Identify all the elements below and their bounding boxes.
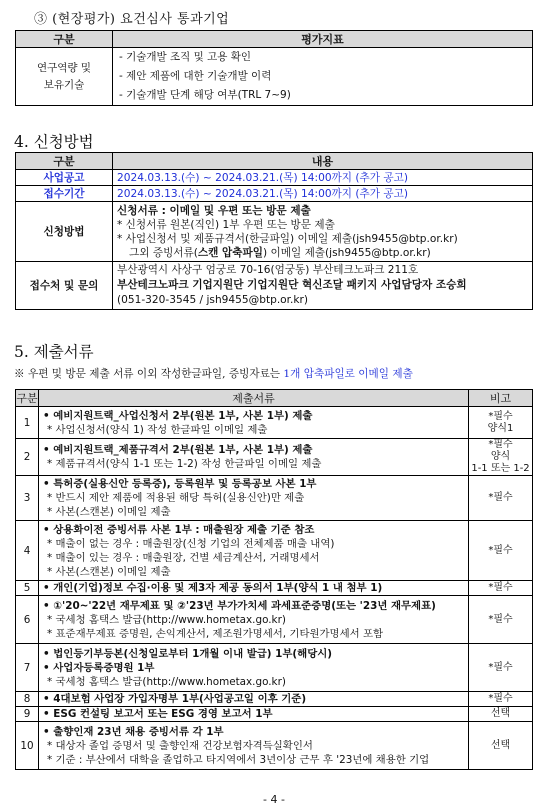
page-number: - 4 - xyxy=(263,793,285,806)
document-remark xyxy=(469,722,533,770)
criteria-items xyxy=(113,48,533,106)
criteria-header-category: 구분 xyxy=(16,31,113,48)
remark-line: 양식1 xyxy=(487,422,514,434)
document-number: 1 xyxy=(16,407,39,439)
docs-header-remark: 비고 xyxy=(469,390,533,407)
docs-header-documents: 제출서류 xyxy=(39,390,469,407)
method-label: 신청방법 xyxy=(16,202,113,262)
document-line: * 사업신청서(양식 1) 작성 한글파일 이메일 제출 xyxy=(47,423,268,436)
note-text: ※ 우편 및 방문 제출 서류 이외 작성한글파일, 증빙자료는 xyxy=(14,368,284,380)
contact-line: 부산테크노파크 기업지원단 기업지원단 혁신조달 패키지 사업담당자 조승희 xyxy=(117,279,467,291)
submission-note xyxy=(14,366,413,381)
document-line: * 반드시 제안 제품에 적용된 해당 특허(실용신안)만 제출 xyxy=(47,492,305,504)
criteria-header-indicator: 평가지표 xyxy=(113,31,533,48)
method-content xyxy=(113,202,533,262)
apply-header-category: 구분 xyxy=(16,153,113,170)
remark-line: *필수 xyxy=(488,693,513,704)
remark-line: 1-1 또는 1-2 xyxy=(471,463,530,474)
document-line: * 매출이 없는 경우 : 매출원장(신청 기업의 전체제품 매출 내역) xyxy=(47,537,335,550)
document-row xyxy=(16,439,533,476)
document-content xyxy=(39,476,469,521)
criteria-category xyxy=(16,48,113,106)
document-content xyxy=(39,596,469,644)
document-line: * 국세청 홈택스 발급(http://www.hometax.go.kr) xyxy=(47,675,286,688)
document-line: * 사본(스캔본) 이메일 제출 xyxy=(47,565,171,578)
document-number: 6 xyxy=(16,596,39,644)
document-remark xyxy=(469,476,533,521)
document-line: • 특허증(실용신안 등록증), 등록원부 및 등록공보 사본 1부 xyxy=(43,478,317,490)
contact-content xyxy=(113,262,533,310)
document-line: * 표준재무제표 증명원, 손익계산서, 제조원가명세서, 기타원가명세서 포함 xyxy=(47,627,384,640)
document-content xyxy=(39,722,469,770)
document-row xyxy=(16,521,533,581)
application-table xyxy=(15,152,533,310)
document-content xyxy=(39,692,469,707)
document-number: 2 xyxy=(16,439,39,476)
criteria-item: - 제안 제품에 대한 기술개발 이력 xyxy=(119,70,272,82)
method-line: * 사업신청서 및 제품규격서(한글파일) 이메일 제출(jsh9455@btp.or.kr) xyxy=(117,232,458,245)
remark-line: *필수 xyxy=(488,544,513,556)
document-line: • 4대보험 사업장 가입자명부 1부(사업공고일 이후 기준) xyxy=(43,693,307,705)
criteria-heading: ③ (현장평가) 요건심사 통과기업 xyxy=(34,12,230,27)
remark-line: *필수 xyxy=(488,613,513,625)
remark-line: 선택 xyxy=(490,739,511,751)
document-number: 4 xyxy=(16,521,39,581)
document-line: • 예비지원트랙_사업신청서 2부(원본 1부, 사본 1부) 제출 xyxy=(43,409,313,422)
document-remark xyxy=(469,521,533,581)
notice-label: 사업공고 xyxy=(16,170,113,186)
section-5-heading: 5. 제출서류 xyxy=(14,343,94,361)
contact-line: (051-320-3545 / jsh9455@btp.or.kr) xyxy=(117,294,309,306)
method-line: 신청서류 : 이메일 및 우편 또는 방문 제출 xyxy=(117,204,311,217)
remark-line: *필수 xyxy=(488,492,513,503)
document-row xyxy=(16,644,533,692)
document-remark xyxy=(469,644,533,692)
document-content xyxy=(39,521,469,581)
remark-line: *필수 xyxy=(488,439,513,450)
docs-header-no: 구분 xyxy=(16,390,39,407)
period-label: 접수기간 xyxy=(16,186,113,202)
document-content xyxy=(39,407,469,439)
document-number: 9 xyxy=(16,707,39,722)
document-row xyxy=(16,692,533,707)
document-line: • ①'20~'22년 재무제표 및 ②'23년 부가가치세 과세표준증명(또는 '23년 재무제표) xyxy=(43,599,436,612)
criteria-table xyxy=(15,30,533,106)
document-line: • 출향인재 23년 채용 증빙서류 각 1부 xyxy=(43,725,224,738)
scan-zip-text: 스캔 압축파일 xyxy=(197,246,263,259)
document-number: 7 xyxy=(16,644,39,692)
document-number: 10 xyxy=(16,722,39,770)
document-line: * 기준 : 부산에서 대학을 졸업하고 타지역에서 3년이상 근무 후 '23년에 채용한 기업 xyxy=(47,753,430,766)
document-line: • 상용화이전 증빙서류 사본 1부 : 매출원장 제출 기준 참조 xyxy=(43,523,315,536)
document-line: • 개인(기업)정보 수집·이용 및 제3자 제공 동의서 1부(양식 1 내 첨부 1) xyxy=(43,582,383,594)
document-number: 8 xyxy=(16,692,39,707)
document-remark xyxy=(469,581,533,596)
document-line: • ESG 컨설팅 보고서 또는 ESG 경영 보고서 1부 xyxy=(43,708,273,720)
document-remark xyxy=(469,707,533,722)
document-remark xyxy=(469,407,533,439)
document-row xyxy=(16,722,533,770)
notice-value: 2024.03.13.(수) ~ 2024.03.21.(목) 14:00까지 (추가 공고) xyxy=(113,170,533,186)
remark-line: *필수 xyxy=(488,661,513,673)
document-line: • 법인등기부등본(신청일로부터 1개월 이내 발급) 1부(해당시) xyxy=(43,647,333,660)
document-line: * 매출이 있는 경우 : 매출원장, 건별 세금계산서, 거래명세서 xyxy=(47,551,320,564)
note-highlight: 1개 압축파일로 이메일 제출 xyxy=(283,368,413,380)
document-content xyxy=(39,707,469,722)
document-row xyxy=(16,476,533,521)
document-number: 3 xyxy=(16,476,39,521)
document-content xyxy=(39,644,469,692)
category-line: 연구역량 및 xyxy=(36,61,92,74)
remark-line: *필수 xyxy=(488,582,513,593)
method-text: 그외 증빙서류( xyxy=(129,246,198,259)
remark-line: 선택 xyxy=(490,708,511,719)
document-remark xyxy=(469,596,533,644)
criteria-item: - 기술개발 단계 해당 여부(TRL 7~9) xyxy=(119,89,291,101)
method-line: * 신청서류 원본(직인) 1부 우편 또는 방문 제출 xyxy=(117,218,335,231)
document-line: * 국세청 홈택스 발급(http://www.hometax.go.kr) xyxy=(47,613,286,626)
documents-table xyxy=(15,389,533,770)
document-content xyxy=(39,439,469,476)
remark-line: *필수 xyxy=(488,410,513,422)
section-4-heading: 4. 신청방법 xyxy=(14,133,94,151)
remark-line: 양식 xyxy=(490,451,511,462)
method-line xyxy=(117,246,532,260)
apply-header-content: 내용 xyxy=(113,153,533,170)
document-remark xyxy=(469,439,533,476)
category-line: 보유기술 xyxy=(43,78,85,91)
criteria-item: - 기술개발 조직 및 고용 확인 xyxy=(119,51,252,63)
document-row xyxy=(16,707,533,722)
document-content xyxy=(39,581,469,596)
document-number: 5 xyxy=(16,581,39,596)
method-text: ) 이메일 제출(jsh9455@btp.or.kr) xyxy=(263,246,431,259)
contact-label: 접수처 및 문의 xyxy=(16,262,113,310)
document-line: • 예비지원트랙_제품규격서 2부(원본 1부, 사본 1부) 제출 xyxy=(43,444,313,456)
contact-line: 부산광역시 사상구 엄궁로 70-16(엄궁동) 부산테크노파크 211호 xyxy=(117,264,419,276)
document-row xyxy=(16,407,533,439)
document-line: * 대상자 졸업 증명서 및 출향인재 건강보험자격득실확인서 xyxy=(47,739,313,752)
document-line: * 제품규격서(양식 1-1 또는 1-2) 작성 한글파일 이메일 제출 xyxy=(47,458,322,470)
document-row xyxy=(16,596,533,644)
document-row xyxy=(16,581,533,596)
document-remark xyxy=(469,692,533,707)
document-line: • 사업자등록증명원 1부 xyxy=(43,661,155,674)
period-value: 2024.03.13.(수) ~ 2024.03.21.(목) 14:00까지 (추가 공고) xyxy=(113,186,533,202)
document-line: * 사본(스캔본) 이메일 제출 xyxy=(47,506,171,518)
